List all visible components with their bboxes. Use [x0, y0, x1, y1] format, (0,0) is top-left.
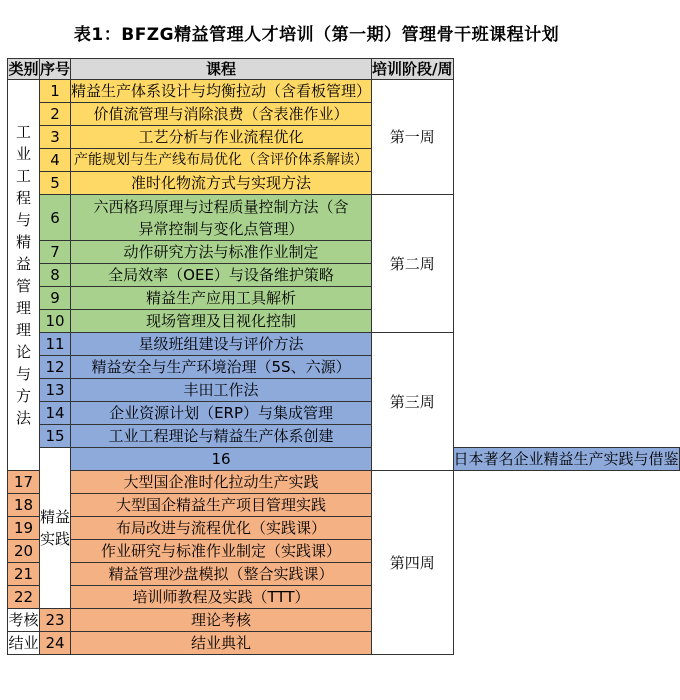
course-cell: 六西格玛原理与过程质量控制方法（含异常控制与变化点管理） — [71, 195, 372, 241]
week-2: 第二周 — [372, 195, 453, 333]
seq-cell: 24 — [40, 632, 71, 655]
seq-cell: 11 — [40, 333, 71, 356]
table-row — [8, 264, 680, 287]
table-row — [8, 80, 680, 103]
table-row — [8, 103, 680, 126]
course-cell: 工业工程理论与精益生产体系创建 — [71, 425, 372, 448]
course-cell: 动作研究方法与标准作业制定 — [71, 241, 372, 264]
seq-cell: 3 — [40, 126, 71, 149]
category-exam: 考核 — [8, 609, 40, 632]
header-row — [8, 59, 680, 80]
course-cell: 丰田工作法 — [71, 379, 372, 402]
seq-cell: 4 — [40, 149, 71, 172]
table-row — [8, 540, 680, 563]
table-row — [8, 149, 680, 172]
seq-cell: 10 — [40, 310, 71, 333]
table-row — [8, 172, 680, 195]
week-4: 第四周 — [372, 471, 453, 655]
course-cell: 现场管理及目视化控制 — [71, 310, 372, 333]
seq-cell: 15 — [40, 425, 71, 448]
table-row — [8, 448, 680, 471]
course-cell: 布局改进与流程优化（实践课） — [71, 517, 372, 540]
course-cell: 结业典礼 — [71, 632, 372, 655]
table-row — [8, 402, 680, 425]
table-row — [8, 609, 680, 632]
course-cell: 全局效率（OEE）与设备维护策略 — [71, 264, 372, 287]
table-row — [8, 195, 680, 241]
seq-cell: 19 — [8, 517, 40, 540]
course-cell: 工艺分析与作业流程优化 — [71, 126, 372, 149]
seq-cell: 17 — [8, 471, 40, 494]
course-cell: 企业资源计划（ERP）与集成管理 — [71, 402, 372, 425]
table-row — [8, 425, 680, 448]
course-cell: 日本著名企业精益生产实践与借鉴 — [453, 448, 679, 471]
header-week: 培训阶段/周 — [372, 60, 453, 78]
table-row — [8, 586, 680, 609]
category-ie: 工业工程与精益管理理论与方法 — [8, 80, 40, 471]
seq-cell: 21 — [8, 563, 40, 586]
seq-cell: 9 — [40, 287, 71, 310]
seq-cell: 2 — [40, 103, 71, 126]
course-cell: 价值流管理与消除浪费（含表准作业） — [71, 103, 372, 126]
seq-cell: 8 — [40, 264, 71, 287]
category-practice: 精益实践 — [40, 448, 71, 609]
table-title: 表1：BFZG精益管理人才培训（第一期）管理骨干班课程计划 — [73, 25, 560, 45]
table-row — [8, 632, 680, 655]
week-1: 第一周 — [372, 80, 453, 195]
course-cell: 星级班组建设与评价方法 — [71, 333, 372, 356]
seq-cell: 16 — [71, 448, 372, 471]
table-row — [8, 287, 680, 310]
course-cell: 理论考核 — [71, 609, 372, 632]
seq-cell: 20 — [8, 540, 40, 563]
table-row — [8, 563, 680, 586]
table-row — [8, 241, 680, 264]
course-cell: 精益安全与生产环境治理（5S、六源） — [71, 356, 372, 379]
table-row — [8, 356, 680, 379]
seq-cell: 1 — [40, 80, 71, 103]
table-row — [8, 517, 680, 540]
header-seq: 序号 — [40, 60, 71, 78]
category-grad: 结业 — [8, 632, 40, 655]
seq-cell: 12 — [40, 356, 71, 379]
seq-cell: 14 — [40, 402, 71, 425]
seq-cell: 5 — [40, 172, 71, 195]
seq-cell: 22 — [8, 586, 40, 609]
table-row — [8, 494, 680, 517]
course-cell: 作业研究与标准作业制定（实践课） — [71, 540, 372, 563]
seq-cell: 18 — [8, 494, 40, 517]
header-category: 类别 — [8, 60, 39, 78]
table-row — [8, 310, 680, 333]
table-row — [8, 333, 680, 356]
course-plan-table — [7, 58, 680, 655]
course-cell: 培训师教程及实践（TTT） — [71, 586, 372, 609]
seq-cell: 7 — [40, 241, 71, 264]
course-cell: 精益生产应用工具解析 — [71, 287, 372, 310]
course-cell: 产能规划与生产线布局优化（含评价体系解读） — [71, 149, 372, 172]
course-cell: 大型国企精益生产项目管理实践 — [71, 494, 372, 517]
course-cell: 精益生产体系设计与均衡拉动（含看板管理） — [71, 80, 372, 103]
seq-cell: 23 — [40, 609, 71, 632]
header-course: 课程 — [71, 59, 372, 80]
table-row — [8, 471, 680, 494]
course-cell: 精益管理沙盘模拟（整合实践课） — [71, 563, 372, 586]
seq-cell: 6 — [40, 195, 71, 241]
course-cell: 大型国企准时化拉动生产实践 — [71, 471, 372, 494]
course-cell: 准时化物流方式与实现方法 — [71, 172, 372, 195]
table-row — [8, 379, 680, 402]
week-3: 第三周 — [372, 333, 453, 471]
table-row — [8, 126, 680, 149]
seq-cell: 13 — [40, 379, 71, 402]
